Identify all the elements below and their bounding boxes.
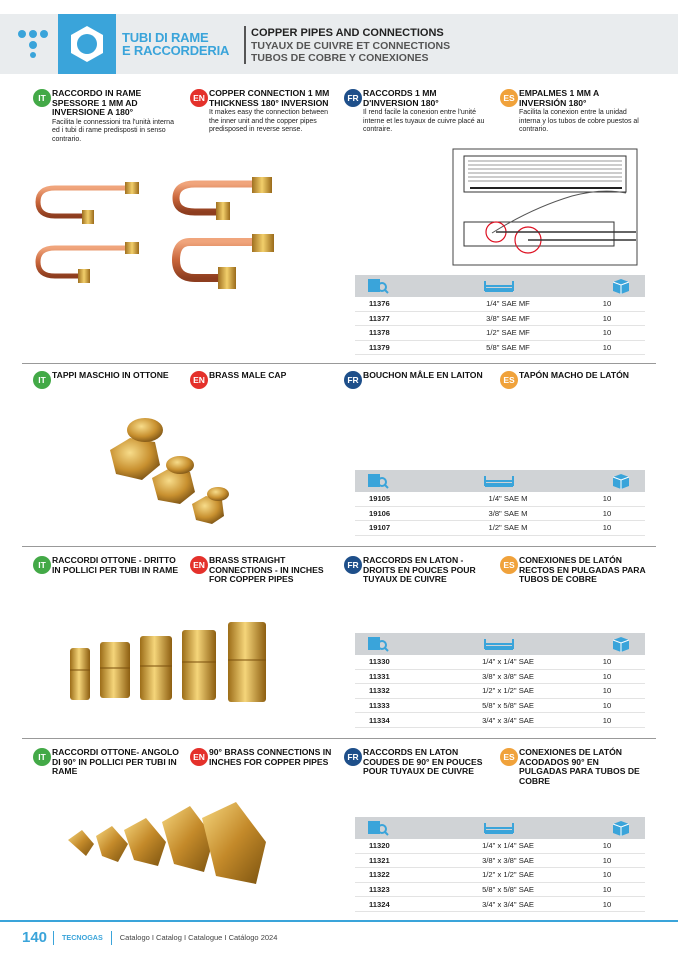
product-title: 90° BRASS CONNECTIONS IN INCHES FOR COPPER PIPES — [209, 747, 332, 767]
table-row: 19105 1/4" SAE M 10 — [355, 492, 645, 507]
lang-badge-en: EN — [190, 748, 208, 766]
lang-badge-it: IT — [33, 371, 51, 389]
section2-fr — [344, 370, 492, 385]
hex-nut-icon — [58, 14, 116, 74]
product-table-2 — [355, 470, 645, 536]
section1-es — [500, 89, 648, 135]
product-title: RACCORDI OTTONE- ANGOLO DI 90° IN POLLICI PER TUBI IN RAME — [52, 747, 179, 777]
product-title: BRASS MALE CAP — [209, 370, 287, 380]
section-divider — [22, 546, 656, 547]
measure-icon — [483, 820, 515, 836]
measure-icon — [483, 636, 515, 652]
section3-fr — [344, 556, 492, 585]
section1-fr — [344, 89, 492, 135]
product-desc: Facilita le connessioni tra l'unità interna ed i tubi di rame predisposti in senso contrario. — [52, 118, 174, 143]
brand-dots-icon — [14, 22, 54, 62]
lang-badge-fr: FR — [344, 556, 362, 574]
copper-u-pipe-image — [30, 170, 290, 300]
table-row: 11376 1/4" SAE MF 10 — [355, 297, 645, 312]
page-title: TUBI DI RAME E RACCORDERIA — [122, 30, 230, 58]
brass-elbow-connector-image — [62, 800, 272, 900]
code-search-icon — [367, 278, 389, 294]
section-divider — [22, 738, 656, 739]
section4-fr — [344, 748, 492, 777]
product-table-1 — [355, 275, 645, 355]
lang-badge-es: ES — [500, 89, 518, 107]
product-desc: Il rend facile la conexion entre l'unité interne et les tuyaux de cuivre placé au contraire. — [363, 109, 485, 134]
lang-badge-it: IT — [33, 748, 51, 766]
product-desc: It makes easy the connection between the inner unit and the copper pipes predisposed in reverse sense. — [209, 109, 329, 134]
section1-en — [190, 89, 338, 135]
table-header — [355, 817, 645, 839]
product-title: RACCORDS EN LATON COUDES DE 90° EN POUCES POUR TUYAUX DE CUIVRE — [363, 747, 483, 777]
lang-badge-fr: FR — [344, 748, 362, 766]
table-row: 11333 5/8" x 5/8" SAE 10 — [355, 699, 645, 714]
product-title: CONEXIONES DE LATÓN ACODADOS 90° EN PULGADAS PARA TUBOS DE COBRE — [519, 747, 640, 786]
product-title: TAPPI MASCHIO IN OTTONE — [52, 370, 169, 380]
table-row: 11334 3/4" x 3/4" SAE 10 — [355, 713, 645, 728]
table-row: 11323 5/8" x 5/8" SAE 10 — [355, 883, 645, 898]
brass-straight-connector-image — [62, 618, 272, 708]
product-title: RACCORDI OTTONE - DRITTO IN POLLICI PER TUBI IN RAME — [52, 555, 179, 575]
lang-badge-fr: FR — [344, 371, 362, 389]
product-title: COPPER CONNECTION 1 MM THICKNESS 180° INVERSION — [209, 88, 330, 108]
table-row: 19106 3/8" SAE M 10 — [355, 507, 645, 522]
box-quantity-icon — [611, 636, 631, 652]
footer-divider — [111, 931, 112, 945]
lang-badge-es: ES — [500, 371, 518, 389]
section-divider — [22, 363, 656, 364]
product-title: TAPÓN MACHO DE LATÓN — [519, 370, 629, 380]
section2-en — [190, 370, 338, 385]
lang-badge-en: EN — [190, 89, 208, 107]
product-title: RACCORDO IN RAME SPESSORE 1 MM AD INVERSIONE A 180° — [52, 88, 142, 118]
lang-badge-it: IT — [33, 89, 51, 107]
lang-badge-it: IT — [33, 556, 51, 574]
code-search-icon — [367, 636, 389, 652]
lang-badge-en: EN — [190, 556, 208, 574]
page-subtitle: COPPER PIPES AND CONNECTIONS TUYAUX DE CUIVRE ET CONNECTIONS TUBOS DE COBRE Y CONEXIONES — [251, 27, 451, 64]
table-row: 11332 1/2" x 1/2" SAE 10 — [355, 684, 645, 699]
table-header — [355, 633, 645, 655]
box-quantity-icon — [611, 473, 631, 489]
section3-en — [190, 556, 338, 585]
section3-es — [500, 556, 648, 585]
section4-es — [500, 748, 648, 786]
code-search-icon — [367, 820, 389, 836]
product-table-3 — [355, 633, 645, 728]
measure-icon — [483, 278, 515, 294]
table-row: 11320 1/4" x 1/4" SAE 10 — [355, 839, 645, 854]
lang-badge-fr: FR — [344, 89, 362, 107]
section1-it — [33, 89, 181, 144]
table-row: 19107 1/2" SAE M 10 — [355, 521, 645, 536]
lang-badge-es: ES — [500, 748, 518, 766]
product-desc: Facilita la conexion entre la unidad interna y los tubos de cobre puestos al contrario. — [519, 109, 639, 134]
brand-name: TECNOGAS — [62, 933, 103, 942]
footer-rule — [0, 920, 678, 922]
table-row: 11377 3/8" SAE MF 10 — [355, 312, 645, 327]
measure-icon — [483, 473, 515, 489]
lang-badge-es: ES — [500, 556, 518, 574]
section2-it — [33, 370, 181, 385]
catalog-label: Catalogo I Catalog I Catalogue I Catálogo 2024 — [119, 933, 278, 942]
table-header — [355, 470, 645, 492]
section2-es — [500, 370, 648, 385]
product-title: BRASS STRAIGHT CONNECTIONS - IN INCHES FOR COPPER PIPES — [209, 555, 324, 585]
lang-badge-en: EN — [190, 371, 208, 389]
section4-en — [190, 748, 338, 767]
code-search-icon — [367, 473, 389, 489]
brass-cap-image — [100, 410, 245, 530]
table-row: 11330 1/4" x 1/4" SAE 10 — [355, 655, 645, 670]
section4-it — [33, 748, 181, 777]
table-row: 11379 5/8" SAE MF 10 — [355, 341, 645, 356]
box-quantity-icon — [611, 820, 631, 836]
table-row: 11378 1/2" SAE MF 10 — [355, 326, 645, 341]
table-header — [355, 275, 645, 297]
footer — [22, 929, 277, 946]
product-title: RACCORDS EN LATON - DROITS EN POUCES POUR TUYAUX DE CUIVRE — [363, 555, 476, 585]
section3-it — [33, 556, 181, 575]
table-row: 11322 1/2" x 1/2" SAE 10 — [355, 868, 645, 883]
product-title: RACCORDS 1 MM D'INVERSION 180° — [363, 88, 439, 108]
product-title: EMPALMES 1 MM A INVERSIÓN 180° — [519, 88, 599, 108]
table-row: 11321 3/8" x 3/8" SAE 10 — [355, 854, 645, 869]
product-table-4 — [355, 817, 645, 912]
header-divider — [244, 26, 246, 64]
box-quantity-icon — [611, 278, 631, 294]
table-row: 11331 3/8" x 3/8" SAE 10 — [355, 670, 645, 685]
indoor-unit-diagram — [452, 148, 638, 266]
product-title: BOUCHON MÂLE EN LAITON — [363, 370, 483, 380]
table-row: 11324 3/4" x 3/4" SAE 10 — [355, 897, 645, 912]
page-number: 140 — [22, 929, 48, 946]
product-title: CONEXIONES DE LATÓN RECTOS EN PULGADAS PARA TUBOS DE COBRE — [519, 555, 646, 585]
footer-divider — [53, 931, 54, 945]
